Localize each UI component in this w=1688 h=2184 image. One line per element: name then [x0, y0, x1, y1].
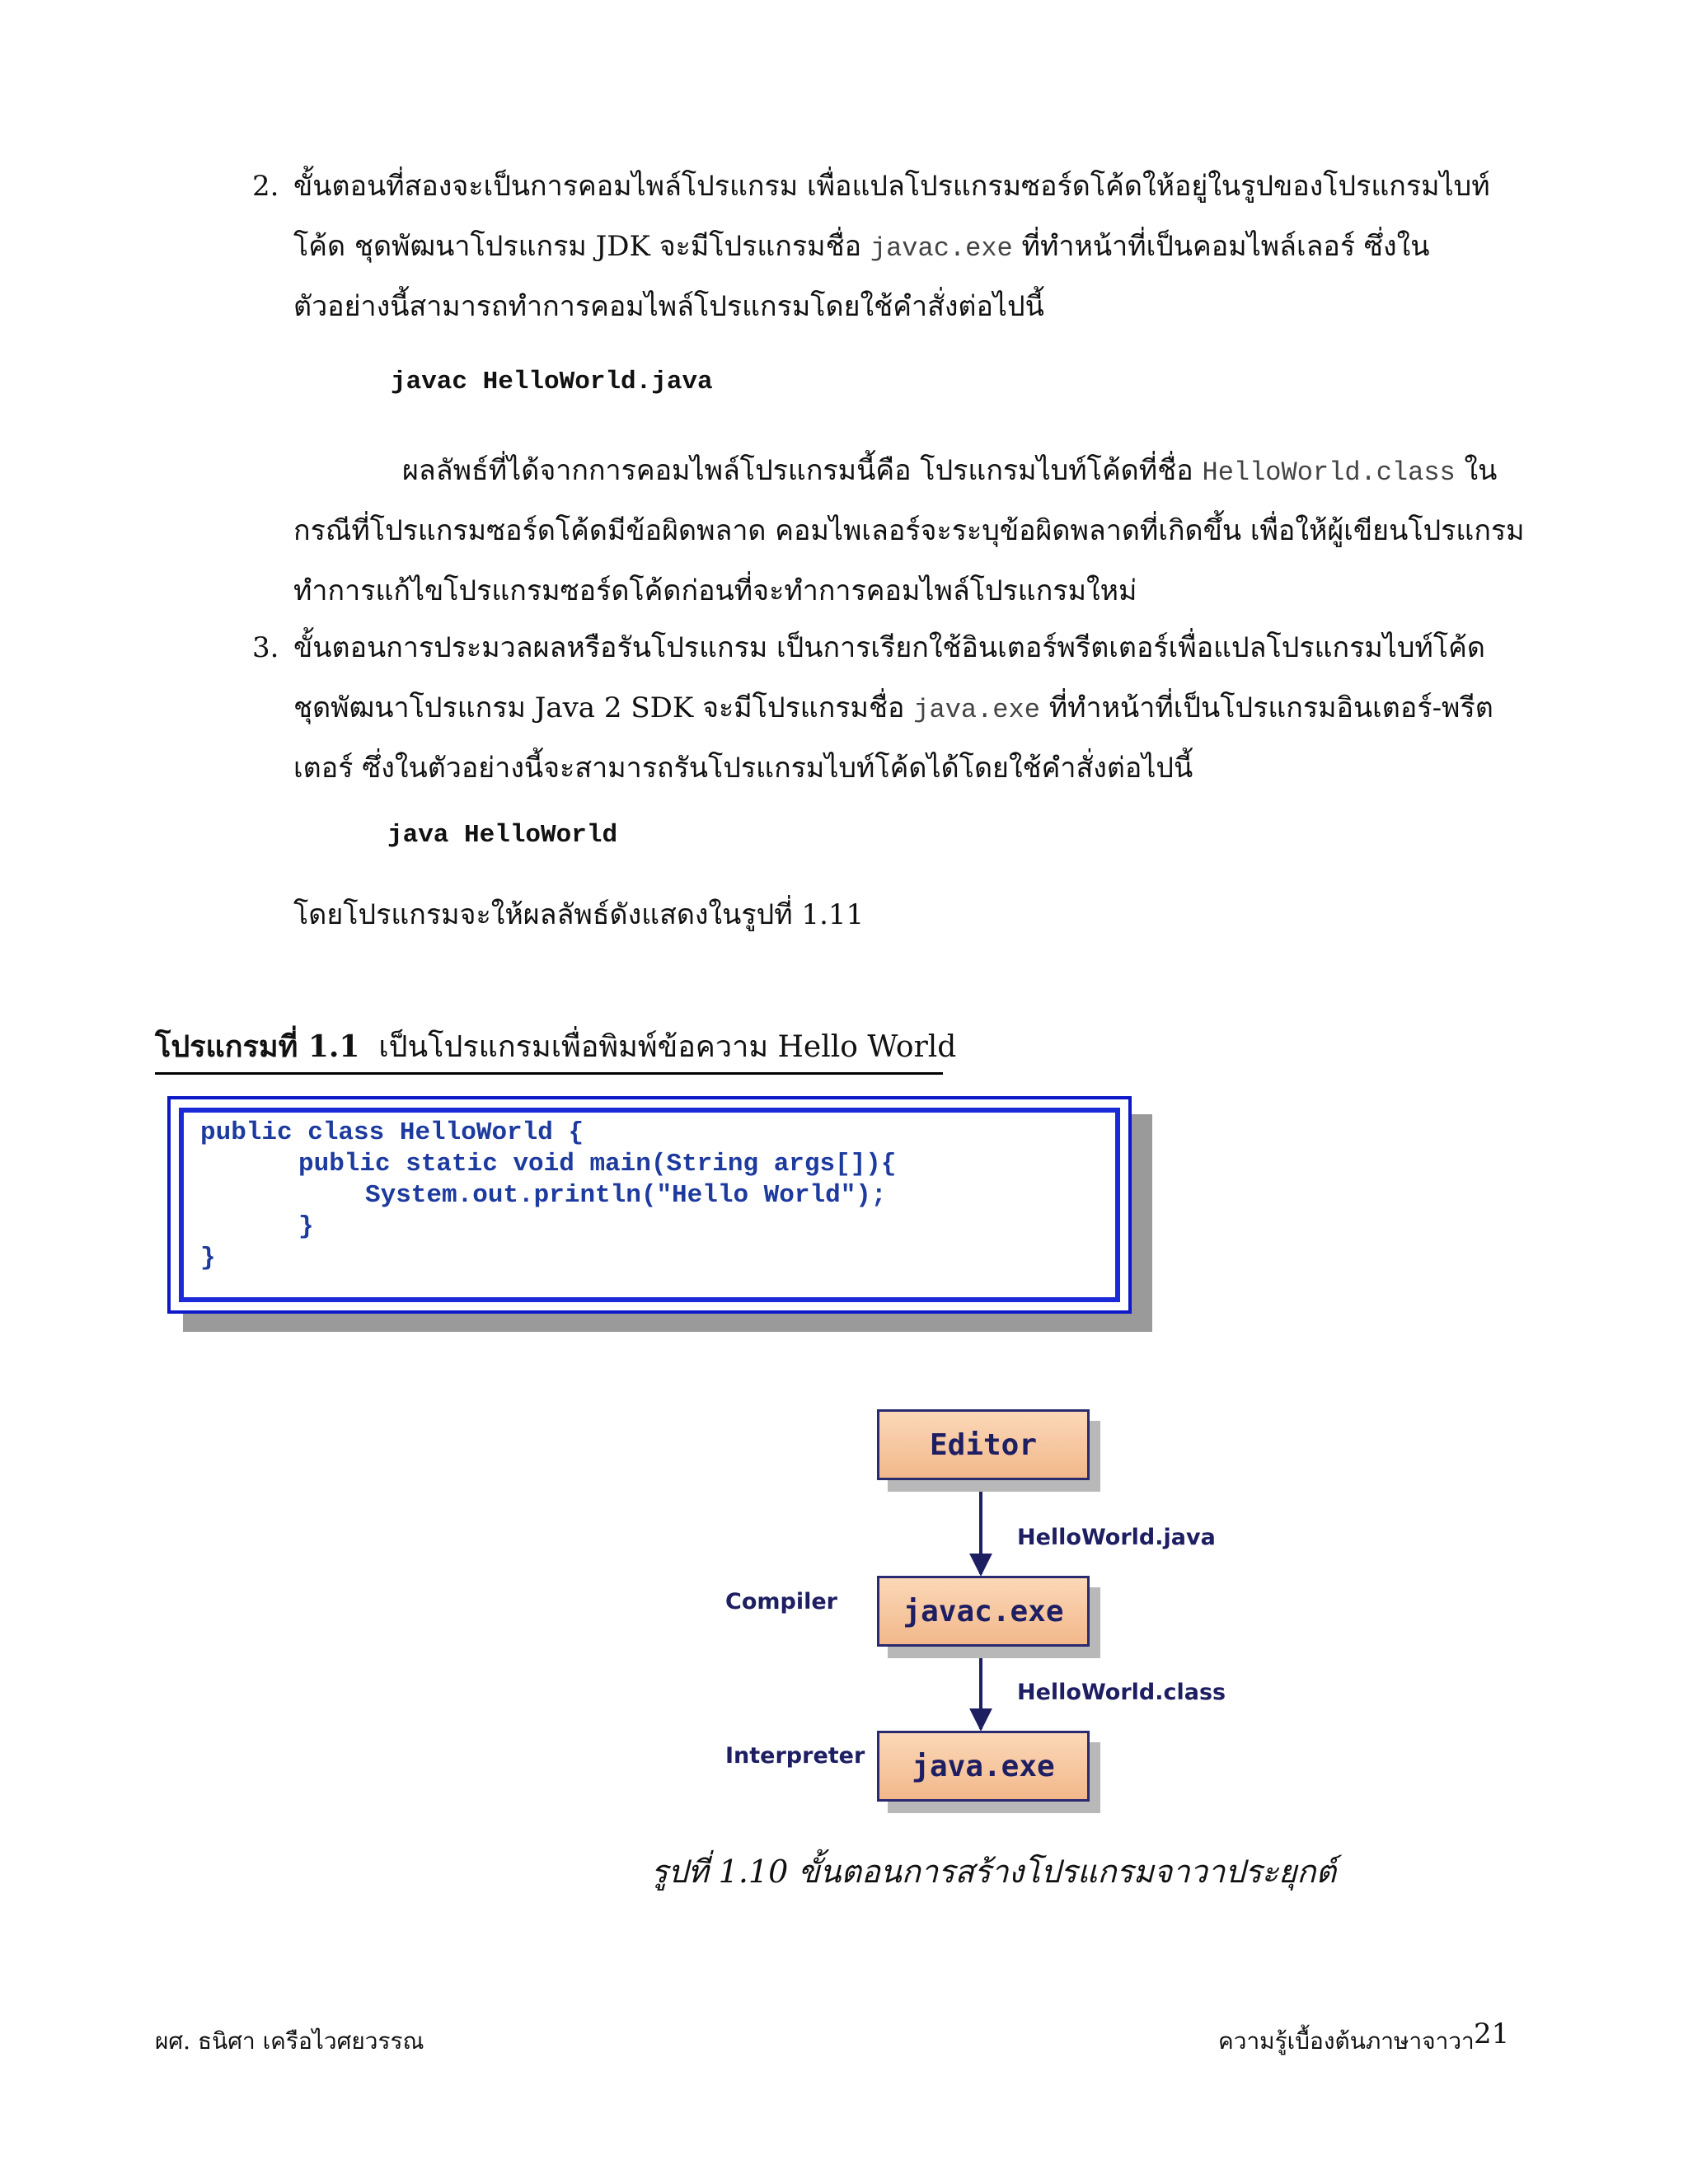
code-line: public class HelloWorld {	[200, 1118, 584, 1147]
program-heading-text: เป็นโปรแกรมเพื่อพิมพ์ข้อความ Hello World	[378, 1030, 957, 1064]
footer-author: ผศ. ธนิศา เครือไวศยวรรณ	[155, 2027, 424, 2055]
step3-line2-post: ที่ทำหน้าที่เป็นโปรแกรมอินเตอร์-พรีต	[1048, 691, 1493, 724]
javac-exe-code: javac.exe	[870, 233, 1013, 264]
javac-box: javac.exe	[877, 1576, 1090, 1647]
program-heading-number: โปรแกรมที่ 1.1	[155, 1029, 360, 1064]
code-line: public static void main(String args[]){	[298, 1150, 897, 1179]
step2-line2-pre: โค้ด ชุดพัฒนาโปรแกรม JDK จะมีโปรแกรมชื่อ	[293, 230, 862, 263]
step3-result: โดยโปรแกรมจะให้ผลลัพธ์ดังแสดงในรูปที่ 1.11	[293, 898, 865, 931]
step2-line2-post: ที่ทำหน้าที่เป็นคอมไพล์เลอร์ ซึ่งใน	[1021, 230, 1430, 263]
code-line: }	[200, 1244, 216, 1272]
step2-result-post: ใน	[1464, 454, 1498, 487]
helloworld-class-label: HelloWorld.class	[1017, 1680, 1226, 1705]
step2-result-pre: ผลลัพธ์ที่ได้จากการคอมไพล์โปรแกรมนี้คือ โปรแกรมไบท์โค้ดที่ชื่อ	[402, 454, 1193, 487]
step3-line3: เตอร์ ซึ่งในตัวอย่างนี้จะสามารถรันโปรแกรมไบท์โค้ดได้โดยใช้คำสั่งต่อไปนี้	[293, 752, 1193, 785]
step3-line1: ขั้นตอนการประมวลผลหรือรันโปรแกรม เป็นการเรียกใช้อินเตอร์พรีตเตอร์เพื่อแปลโปรแกรมไบท์โค้ด	[293, 631, 1485, 664]
code-line: System.out.println("Hello World");	[365, 1181, 887, 1210]
step3-line2-pre: ชุดพัฒนาโปรแกรม Java 2 SDK จะมีโปรแกรมชื่อ	[293, 691, 905, 724]
compiler-label: Compiler	[725, 1589, 837, 1615]
footer-book-title: ความรู้เบื้องต้นภาษาจาวา	[1218, 2027, 1475, 2055]
figure-caption: รูปที่ 1.10 ขั้นตอนการสร้างโปรแกรมจาวาประยุกต์	[651, 1854, 1337, 1890]
java-box: java.exe	[877, 1731, 1090, 1802]
java-command: java HelloWorld	[387, 821, 618, 850]
code-line: }	[298, 1212, 314, 1241]
step2-number: 2.	[252, 170, 279, 203]
java-exe-code: java.exe	[913, 695, 1040, 725]
step2-result-line2: กรณีที่โปรแกรมซอร์ดโค้ดมีข้อผิดพลาด คอมไพเลอร์จะระบุข้อผิดพลาดที่เกิดขึ้น เพื่อให้ผู้เขียนโปรแกรม	[293, 514, 1525, 547]
step2-result-line3: ทำการแก้ไขโปรแกรมซอร์ดโค้ดก่อนที่จะทำการคอมไพล์โปรแกรมใหม่	[293, 574, 1137, 607]
helloworld-java-label: HelloWorld.java	[1017, 1525, 1216, 1550]
step3-number: 3.	[252, 631, 279, 664]
step2-line3: ตัวอย่างนี้สามารถทำการคอมไพล์โปรแกรมโดยใช้คำสั่งต่อไปนี้	[293, 290, 1044, 323]
editor-box: Editor	[877, 1409, 1090, 1480]
javac-command: javac HelloWorld.java	[391, 368, 713, 396]
interpreter-label: Interpreter	[725, 1743, 865, 1769]
step2-line1: ขั้นตอนที่สองจะเป็นการคอมไพล์โปรแกรม เพื่อแปลโปรแกรมซอร์ดโค้ดให้อยู่ในรูปของโปรแกรมไบท์	[293, 170, 1490, 203]
page-number: 21	[1474, 2018, 1510, 2050]
helloworld-class-code: HelloWorld.class	[1202, 457, 1456, 488]
